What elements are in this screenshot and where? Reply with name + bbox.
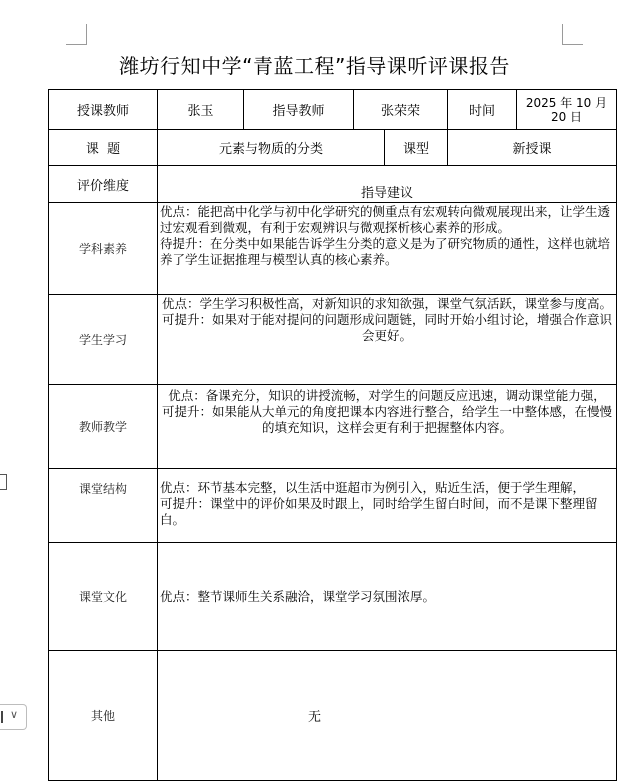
teacher-label: 授课教师 <box>49 90 158 130</box>
section-label: 学科素养 <box>49 203 158 295</box>
header-row <box>49 90 617 130</box>
mentor-label: 指导教师 <box>244 90 354 130</box>
section-content <box>158 469 617 543</box>
topic-row <box>49 130 617 166</box>
report-table <box>48 89 617 781</box>
section-line: 待提升：在分类中如果能告诉学生分类的意义是为了研究物质的通性，这样也就培养了学生证据推理与模型认真的核心素养。 <box>160 236 611 267</box>
teacher-value: 张玉 <box>158 90 244 130</box>
chevron-down-icon: ∨ <box>10 708 19 721</box>
dimension-label: 评价维度 <box>49 166 158 203</box>
section-line: 优点：整节课师生关系融洽，课堂学习氛围浓厚。 <box>160 588 436 604</box>
side-handle[interactable] <box>0 474 7 490</box>
section-line: 优点：环节基本完整，以生活中逛超市为例引入，贴近生活，便于学生理解， <box>160 480 586 495</box>
section-label: 课堂结构 <box>49 469 158 543</box>
margin-crop-mark-top-left <box>66 44 87 45</box>
section-row <box>49 651 617 781</box>
side-collapse-control[interactable] <box>0 704 27 730</box>
margin-crop-mark-top-left <box>86 24 87 45</box>
section-content <box>158 651 617 781</box>
document-title: 潍坊行知中学“青蓝工程”指导课听评课报告 <box>119 54 510 78</box>
advice-label: 指导建议 <box>158 166 617 203</box>
dimension-header-row <box>49 166 617 203</box>
section-row <box>49 295 617 385</box>
margin-crop-mark-top-right <box>562 44 583 45</box>
time-label: 时间 <box>448 90 517 130</box>
margin-crop-mark-top-right <box>562 24 563 45</box>
section-label: 教师教学 <box>49 385 158 469</box>
section-line: 可提升：如果对于能对提问的问题形成问题链，同时开始小组讨论，增强合作意识会更好。 <box>162 312 613 343</box>
section-line: 可提升：如果能从大单元的角度把课本内容进行整合，给学生一中整体感，在慢慢的填充知识，这样会更有利于把握整体内容。 <box>162 404 613 435</box>
section-content <box>158 203 617 295</box>
section-content <box>158 385 617 469</box>
section-line: 无 <box>308 710 322 725</box>
type-value: 新授课 <box>448 130 617 166</box>
topic-value: 元素与物质的分类 <box>158 130 385 166</box>
topic-label: 课 题 <box>49 130 158 166</box>
time-value: 2025 年 10 月 20 日 <box>517 90 617 130</box>
section-label: 学生学习 <box>49 295 158 385</box>
section-line: 优点：备课充分，知识的讲授流畅，对学生的问题反应迅速，调动课堂能力强， <box>168 388 606 403</box>
section-content <box>158 295 617 385</box>
section-row <box>49 469 617 543</box>
section-label: 课堂文化 <box>49 543 158 651</box>
section-row <box>49 385 617 469</box>
section-row <box>49 543 617 651</box>
section-label: 其他 <box>49 651 158 781</box>
bar-icon <box>1 711 3 723</box>
mentor-value: 张荣荣 <box>354 90 448 130</box>
section-line: 可提升：课堂中的评价如果及时跟上，同时给学生留白时间，而不是课下整理留白。 <box>160 496 598 527</box>
section-row <box>49 203 617 295</box>
type-label: 课型 <box>385 130 448 166</box>
section-line: 优点：学生学习积极性高，对新知识的求知欲强，课堂气氛活跃，课堂参与度高。 <box>162 296 613 311</box>
section-line: 优点：能把高中化学与初中化学研究的侧重点有宏观转向微观展现出来，让学生透过宏观看到微观，有利于宏观辨识与微观探析核心素养的形成。 <box>160 204 611 235</box>
section-content <box>158 543 617 651</box>
